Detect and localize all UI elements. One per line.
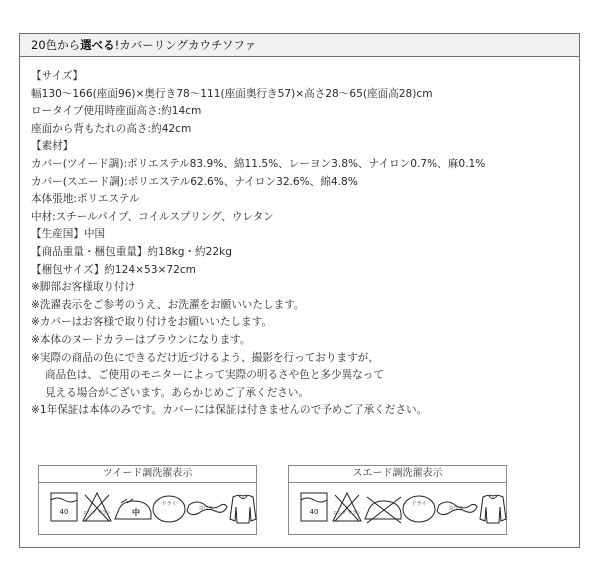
panel-title — [20, 34, 579, 57]
spec-line: ※洗濯表示をご参考のうえ、お洗濯をお願いいたします。 — [31, 298, 305, 311]
dry-clean-text: ドライ — [161, 501, 177, 507]
spec-line: 【素材】 — [31, 140, 74, 153]
spec-line: ※脚部お客様取り付け — [31, 281, 136, 294]
spec-line: ※実際の商品の色にできるだけ近づけるよう、撮影を行っておりますが、 — [31, 351, 379, 364]
spec-text — [20, 57, 579, 420]
spec-line: カバー(ツイード調):ポリエステル83.9%、綿11.5%、レーヨン3.8%、ナイロン0.7%、麻0.1% — [31, 157, 486, 170]
wring-text: ヨワク — [198, 506, 214, 512]
spec-line: 幅130〜166(座面96)×奥行き78〜111(座面奥行き57)×高さ28〜65(座面高28)cm — [31, 87, 433, 100]
care-label-title: スエード調洗濯表示 — [288, 465, 507, 483]
spec-line: 見える場合がございます。あらかじめご了承ください。 — [45, 386, 309, 399]
spec-line: ※1年保証は本体のみです。カバーには保証は付きませんので予めご了承ください。 — [31, 404, 428, 417]
spec-line: カバー(スエード調):ポリエステル62.6%、ナイロン32.6%、綿4.8% — [31, 175, 358, 188]
spec-line: 座面から背もたれの高さ:約42cm — [31, 122, 192, 135]
care-symbols-tweed — [39, 483, 258, 535]
no-iron-icon — [365, 497, 401, 523]
no-bleach-icon — [83, 493, 111, 521]
dry-clean-icon — [153, 496, 185, 522]
spec-line: 商品色は、ご使用のモニターによって実際の明るさや色と多少異なって — [45, 369, 384, 382]
shirt-icon — [480, 495, 506, 523]
wring-text: ヨワク — [448, 506, 464, 512]
care-symbol-row — [288, 483, 507, 535]
title-text-post: !カバーリングカウチソファ — [114, 38, 257, 52]
product-spec-panel — [19, 33, 580, 548]
wash-temp-text: 40 — [309, 508, 319, 516]
care-label-title: ツイード調洗濯表示 — [38, 465, 257, 483]
spec-line: 中材:スチールパイプ、コイルスプリング、ウレタン — [31, 210, 274, 223]
shirt-icon — [230, 495, 256, 523]
spec-line: 【商品重量・梱包重量】約18kg・約22kg — [31, 245, 232, 258]
title-text-bold: 選べる — [80, 38, 115, 52]
dry-clean-icon — [403, 496, 435, 522]
bleach-text: エンソ サラシ — [82, 511, 112, 516]
wash-tub-icon — [51, 493, 77, 521]
wash-temp-text: 40 — [59, 508, 69, 516]
spec-line: ロータイプ使用時座面高さ:約14cm — [31, 105, 202, 118]
spec-line: ※本体のヌードカラーはブラウンになります。 — [31, 333, 251, 346]
spec-line: 【梱包サイズ】約124×53×72cm — [31, 263, 196, 276]
spec-line: 本体張地:ポリエステル — [31, 193, 140, 206]
dry-clean-text: ドライ — [411, 501, 427, 507]
care-symbols-suede — [289, 483, 508, 535]
no-bleach-icon — [333, 493, 361, 521]
bleach-text: エンソ サラシ — [332, 511, 362, 516]
spec-line: 【サイズ】 — [31, 70, 84, 82]
wash-tub-icon — [301, 493, 327, 521]
care-label-suede — [288, 465, 507, 539]
iron-level-text: 中 — [132, 508, 140, 517]
title-text-pre: 20色から — [31, 38, 81, 52]
care-label-tweed — [38, 465, 257, 539]
spec-line: 【生産国】中国 — [31, 228, 106, 241]
care-symbol-row — [38, 483, 257, 535]
spec-line: ※カバーはお客様で取り付けをお願いいたします。 — [31, 316, 273, 329]
